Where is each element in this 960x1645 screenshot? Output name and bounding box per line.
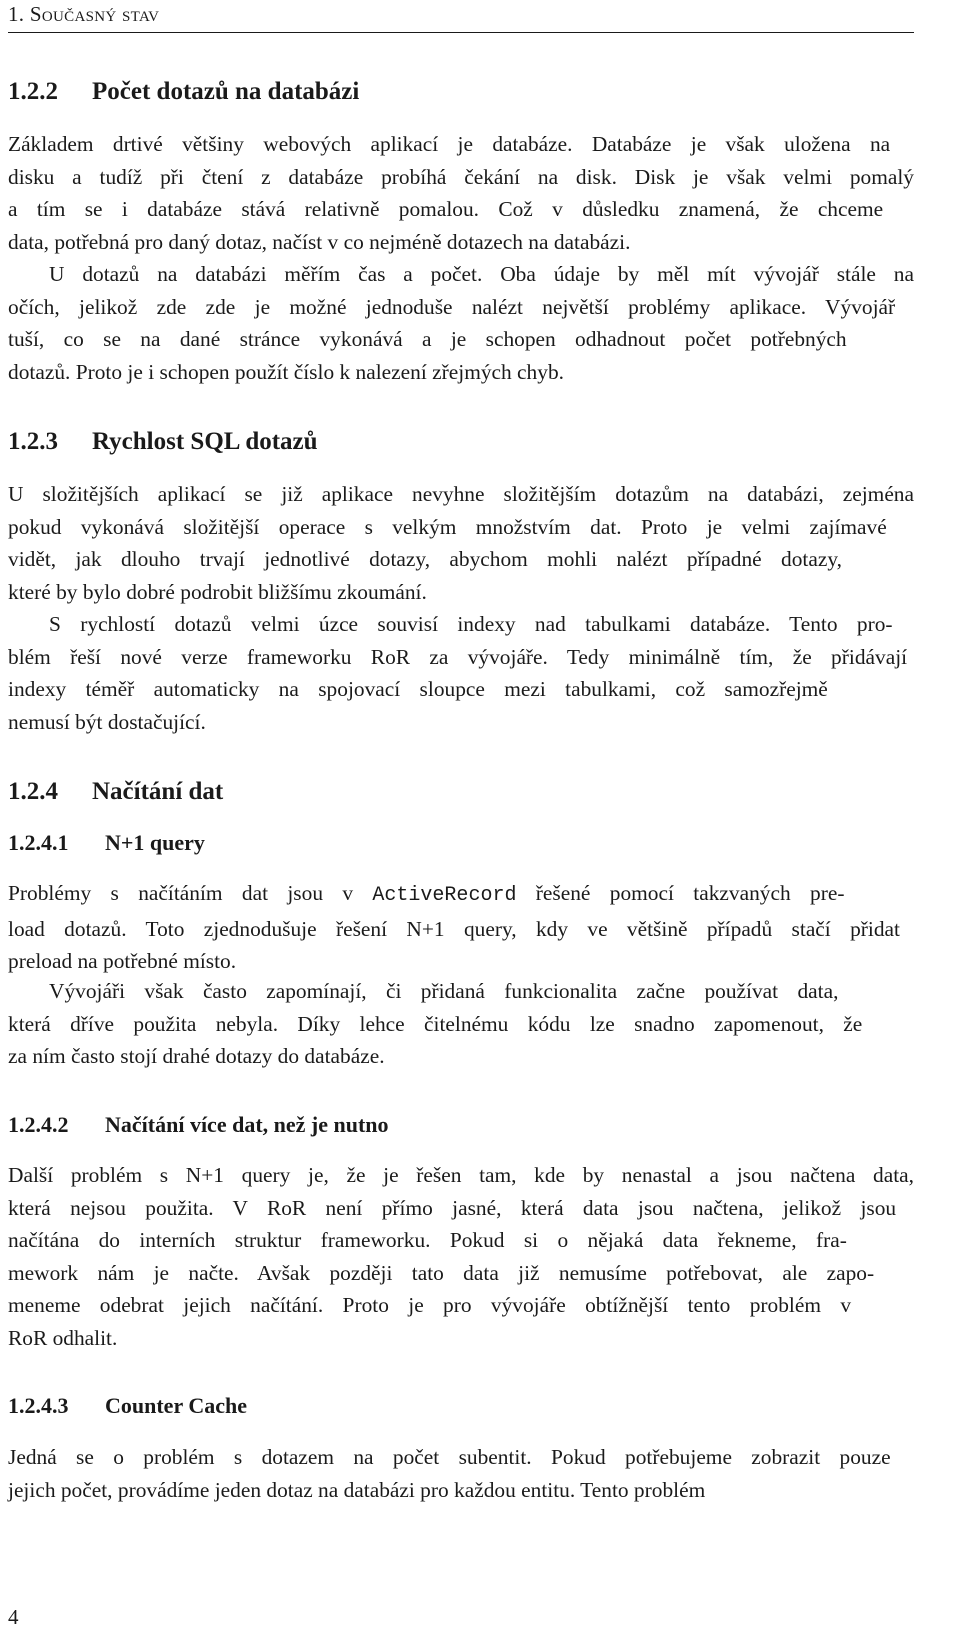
subsection-number: 1.2.4.3 — [8, 1393, 69, 1418]
header-rule — [8, 32, 914, 33]
text-line: load dotazů. Toto zjednodušuje řešení N+1 query, kdy ve většině případů stačí přidat — [8, 916, 900, 941]
subsection-number: 1.2.4.1 — [8, 830, 69, 855]
subsection-title: Counter Cache — [105, 1393, 247, 1418]
text-line: Jedná se o problém s dotazem na počet subentit. Pokud potřebujeme zobrazit pouze — [8, 1445, 891, 1469]
paragraph-overfetching — [8, 1159, 914, 1354]
paragraph-query-counting — [8, 258, 914, 388]
text-line: dotazů. Proto je i schopen použít číslo k nalezení zřejmých chyb. — [8, 359, 564, 384]
paragraph-indexes — [8, 608, 914, 738]
text-line: načítána do interních struktur frameworku. Pokud si o nějaká data řekneme, fra- — [8, 1228, 847, 1252]
text-line: Základem drtivé většiny webových aplikací je databáze. Databáze je však uložena na — [8, 132, 891, 156]
page-number: 4 — [8, 1605, 19, 1629]
text-fragment: Problémy s načítáním dat jsou v — [8, 881, 373, 905]
paragraph-n-plus-one — [8, 877, 914, 978]
running-head: 1. Současný stav — [8, 2, 160, 26]
code-activerecord: ActiveRecord — [372, 884, 517, 907]
text-line: nemusí být dostačující. — [8, 709, 206, 734]
paragraph-forgotten-queries — [8, 975, 914, 1073]
text-line: mework nám je načte. Avšak později tato data již nemusíme potřebovat, ale zapo- — [8, 1260, 875, 1285]
text-line: vidět, jak dlouho trvají jednotlivé dotazy, abychom mohli nalézt případné dotazy, — [8, 547, 843, 571]
section-number: 1.2.2 — [8, 78, 58, 105]
text-line: která nejsou použita. V RoR není přímo jasné, která data jsou načtena, jelikož jsou — [8, 1195, 897, 1220]
paragraph-databases-intro — [8, 128, 914, 258]
subsection-title: Načítání více dat, než je nutno — [105, 1112, 389, 1137]
subsection-number: 1.2.4.2 — [8, 1112, 69, 1137]
text-line: pokud vykonává složitější operace s velkým množstvím dat. Proto je velmi zajímavé — [8, 514, 887, 539]
section-number: 1.2.4 — [8, 778, 58, 805]
text-line: disku a tudíž při čtení z databáze probíhá čekání na disk. Disk je však velmi pomalý — [8, 164, 914, 189]
text-line — [8, 877, 914, 913]
section-title: Načítání dat — [92, 778, 224, 805]
text-line: a tím se i databáze stává relativně pomalou. Což v důsledku znamená, že chceme — [8, 197, 884, 221]
text-line: indexy téměř automaticky na spojovací sloupce mezi tabulkami, což samozřejmě — [8, 677, 828, 701]
section-number: 1.2.3 — [8, 428, 58, 455]
text-line: která dříve použita nebyla. Díky lehce čitelnému kódu lze snadno zapomenout, že — [8, 1011, 863, 1036]
text-line: S rychlostí dotazů velmi úzce souvisí indexy nad tabulkami databáze. Tento pro- — [49, 612, 893, 636]
text-line: U dotazů na databázi měřím čas a počet. Oba údaje by měl mít vývojář stále na — [49, 262, 914, 286]
text-line: Vývojáři však často zapomínají, či přidaná funkcionalita začne používat data, — [49, 979, 839, 1003]
text-line: blém řeší nové verze frameworku RoR za vývojáře. Tedy minimálně tím, že přidávají — [8, 644, 908, 669]
subsection-title: N+1 query — [105, 830, 205, 855]
section-title: Rychlost SQL dotazů — [92, 428, 318, 455]
text-line: preload na potřebné místo. — [8, 949, 237, 973]
section-heading-1-2-3 — [8, 428, 318, 456]
subsection-heading-1-2-4-1 — [8, 830, 205, 856]
section-heading-1-2-2 — [8, 78, 359, 106]
section-heading-1-2-4 — [8, 778, 223, 806]
text-fragment: řešené pomocí takzvaných pre- — [516, 881, 845, 905]
text-line: tuší, co se na dané stránce vykonává a je schopen odhadnout počet potřebných — [8, 327, 847, 351]
text-line: za ním často stojí drahé dotazy do databáze. — [8, 1044, 385, 1068]
paragraph-counter-cache — [8, 1441, 914, 1506]
text-line: očích, jelikož zde zde je možné jednoduše nalézt největší problémy aplikace. Vývojář — [8, 294, 896, 319]
text-line: RoR odhalit. — [8, 1325, 118, 1350]
subsection-heading-1-2-4-3 — [8, 1393, 247, 1419]
text-line: které by bylo dobré podrobit bližšímu zkoumání. — [8, 579, 427, 604]
document-page — [8, 0, 914, 1645]
text-line: U složitějších aplikací se již aplikace nevyhne složitějším dotazům na databázi, zejména — [8, 482, 914, 506]
paragraph-sql-speed — [8, 478, 914, 608]
text-line: jejich počet, provádíme jeden dotaz na databázi pro každou entitu. Tento problém — [8, 1477, 706, 1502]
section-title: Počet dotazů na databázi — [92, 78, 360, 105]
text-line: data, potřebná pro daný dotaz, načíst v co nejméně dotazech na databázi. — [8, 229, 631, 254]
subsection-heading-1-2-4-2 — [8, 1112, 389, 1138]
text-line: Další problém s N+1 query je, že je řešen tam, kde by nenastal a jsou načtena data, — [8, 1163, 914, 1187]
text-line: meneme odebrat jejich načítání. Proto je pro vývojáře obtížnější tento problém v — [8, 1293, 852, 1317]
